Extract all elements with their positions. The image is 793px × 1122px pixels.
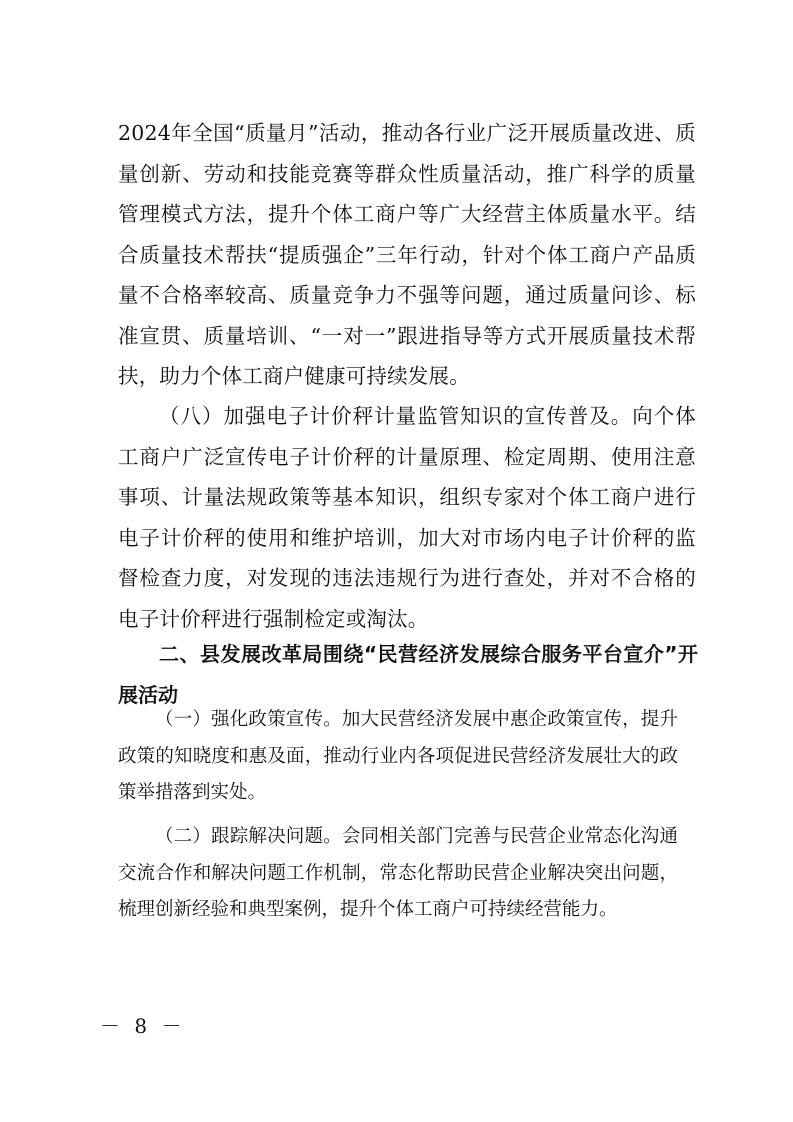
body-paragraph-quality-month: 2024年全国“质量月”活动，推动各行业广泛开展质量改进、质量创新、劳动和技能竞赛等群众性质量活动，推广科学的质量管理模式方法，提升个体工商户等广大经营主体质量水平。结合质量技术帮扶“提质强企”三年行动，针对个体工商户产品质量不合格率较高、质量竞争力不强等问题，通过质量问诊、标准宣贯、质量培训、“一对一”跟进指导等方式开展质量技术帮扶，助力个体工商户健康可持续发展。 xyxy=(118,121,696,388)
section-heading: 二、县发展改革局围绕“民营经济发展综合服务平台宣介”开展活动 xyxy=(118,642,698,707)
body-paragraph-electronic-scale: （八）加强电子计价秤计量监管知识的宣传普及。向个体工商户广泛宣传电子计价秤的计量原理、检定周期、使用注意事项、计量法规政策等基本知识，组织专家对个体工商户进行电子计价秤的使用和维护培训，加大对市场内电子计价秤的监督检查力度，对发现的违法违规行为进行查处，并对不合格的电子计价秤进行强制检定或淘汰。 xyxy=(118,404,696,631)
page-number: － 8 － xyxy=(100,1014,186,1038)
sub-item-problem-solving: （二）跟踪解决问题。会同相关部门完善与民营企业常态化沟通交流合作和解决问题工作机制，常态化帮助民营企业解决突出问题，梳理创新经验和典型案例，提升个体工商户可持续经营能力。 xyxy=(118,826,678,920)
sub-item-policy-publicity: （一）强化政策宣传。加大民营经济发展中惠企政策宣传，提升政策的知晓度和惠及面，推动行业内各项促进民营经济发展壮大的政策举措落到实处。 xyxy=(118,709,678,803)
